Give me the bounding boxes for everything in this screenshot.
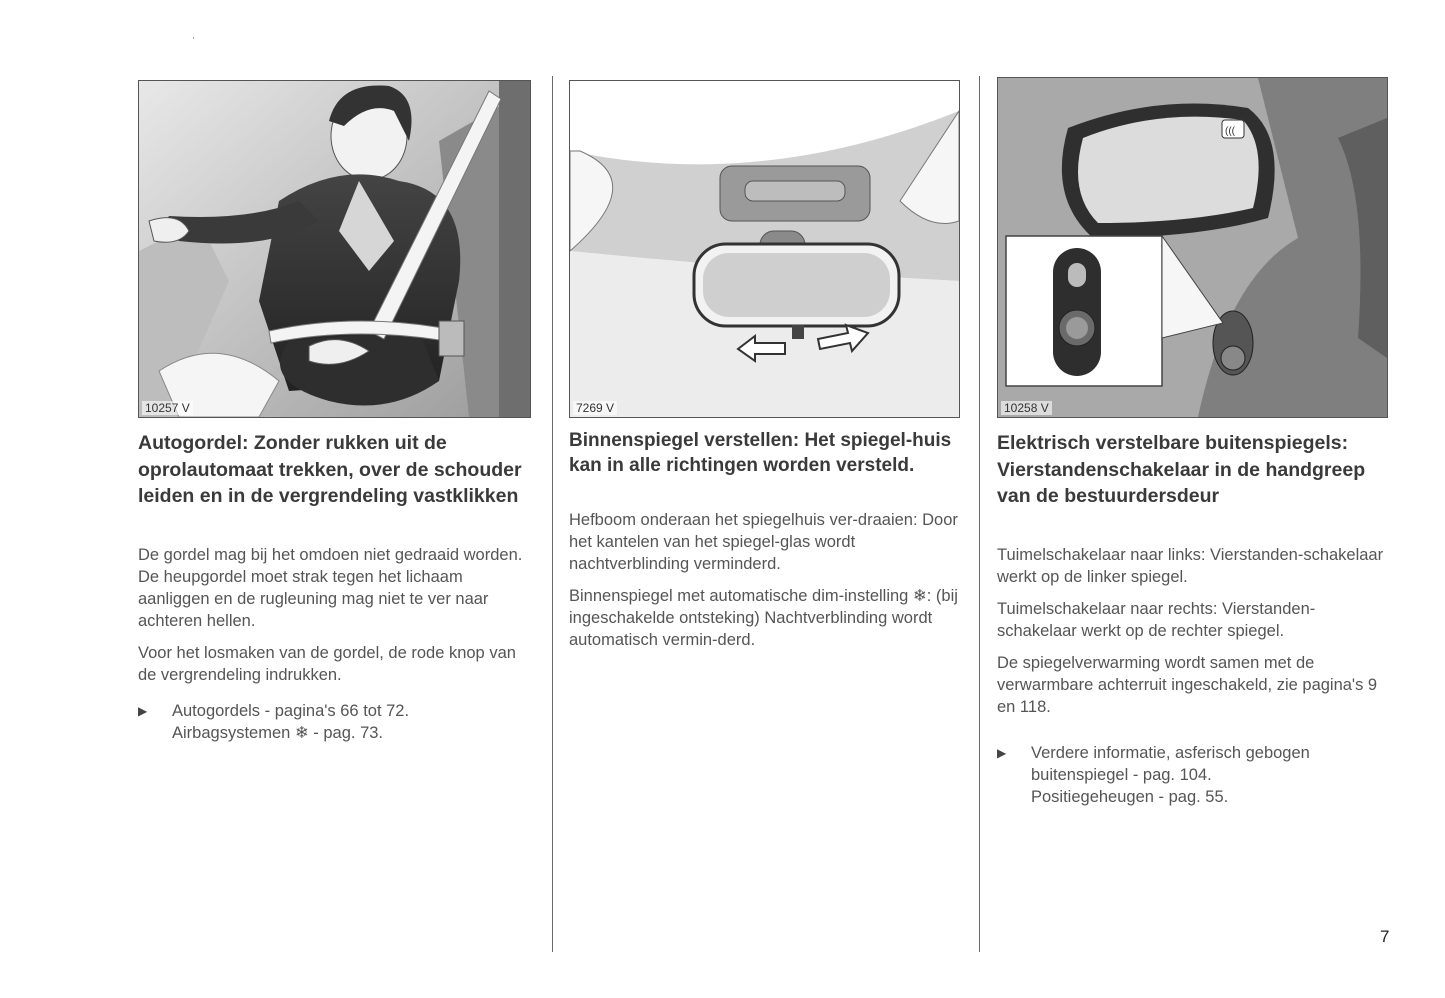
reference-block [138, 700, 533, 744]
page-mark [193, 37, 194, 39]
figure-outside-mirror [997, 77, 1388, 418]
reference-list [172, 700, 409, 744]
interior-mirror-illustration [570, 81, 959, 417]
figure-seat-belt [138, 80, 531, 418]
arrow-right-icon: ▶ [138, 704, 148, 718]
paragraph: Binnenspiegel met automatische dim-instelling ❄: (bij ingeschakelde ontsteking) Nachtverblinding wordt automatisch vermin-derd. [569, 587, 958, 649]
figure-id: 7269 V [573, 401, 617, 415]
svg-text:(((: ((( [1225, 126, 1235, 137]
figure-interior-mirror [569, 80, 960, 418]
seat-belt-illustration [139, 81, 530, 417]
paragraph: Hefboom onderaan het spiegelhuis ver-draaien: Door het kantelen van het spiegel-glas wordt nachtverblinding verminderd. [569, 511, 958, 573]
column-divider [552, 76, 553, 952]
paragraph: De spiegelverwarming wordt samen met de verwarmbare achterruit ingeschakeld, zie pagina's 9 en 118. [997, 654, 1378, 716]
reference-item: Airbagsystemen ❄ - pag. 73. [172, 724, 384, 742]
paragraph: Voor het losmaken van de gordel, de rode knop van de vergrendeling indrukken. [138, 644, 516, 684]
paragraph: Tuimelschakelaar naar rechts: Vierstanden-schakelaar werkt op de rechter spiegel. [997, 600, 1316, 640]
body-outside-mirrors [997, 544, 1392, 808]
heading-interior-mirror: Binnenspiegel verstellen: Het spiegel-huis kan in alle richtingen worden versteld. [569, 430, 952, 476]
outside-mirror-illustration [998, 78, 1387, 417]
reference-list [1031, 742, 1392, 808]
reference-item: Autogordels - pagina's 66 tot 72. [172, 702, 410, 720]
heading-outside-mirrors: Elektrisch verstelbare buitenspiegels: Vierstandenschakelaar in de handgreep van de bestuurdersdeur [997, 432, 1366, 507]
body-seat-belt [138, 544, 533, 744]
body-interior-mirror [569, 509, 964, 661]
arrow-right-icon: ▶ [997, 746, 1007, 760]
paragraph: Tuimelschakelaar naar links: Vierstanden-schakelaar werkt op de linker spiegel. [997, 546, 1384, 586]
reference-block [997, 742, 1392, 808]
paragraph: De gordel mag bij het omdoen niet gedraaid worden. De heupgordel moet strak tegen het lichaam aanliggen en de rugleuning mag niet te ver naar achteren hellen. [138, 546, 523, 630]
reference-item: Verdere informatie, asferisch gebogen buitenspiegel - pag. 104. [1031, 744, 1310, 784]
reference-item: Positiegeheugen - pag. 55. [1031, 788, 1229, 806]
figure-id: 10258 V [1001, 401, 1052, 415]
column-divider [979, 76, 980, 952]
page-number: 7 [1380, 927, 1390, 946]
heading-seat-belt: Autogordel: Zonder rukken uit de oprolautomaat trekken, over de schouder leiden en in de vergrendeling vastklikken [138, 432, 522, 507]
figure-id: 10257 V [142, 401, 193, 415]
